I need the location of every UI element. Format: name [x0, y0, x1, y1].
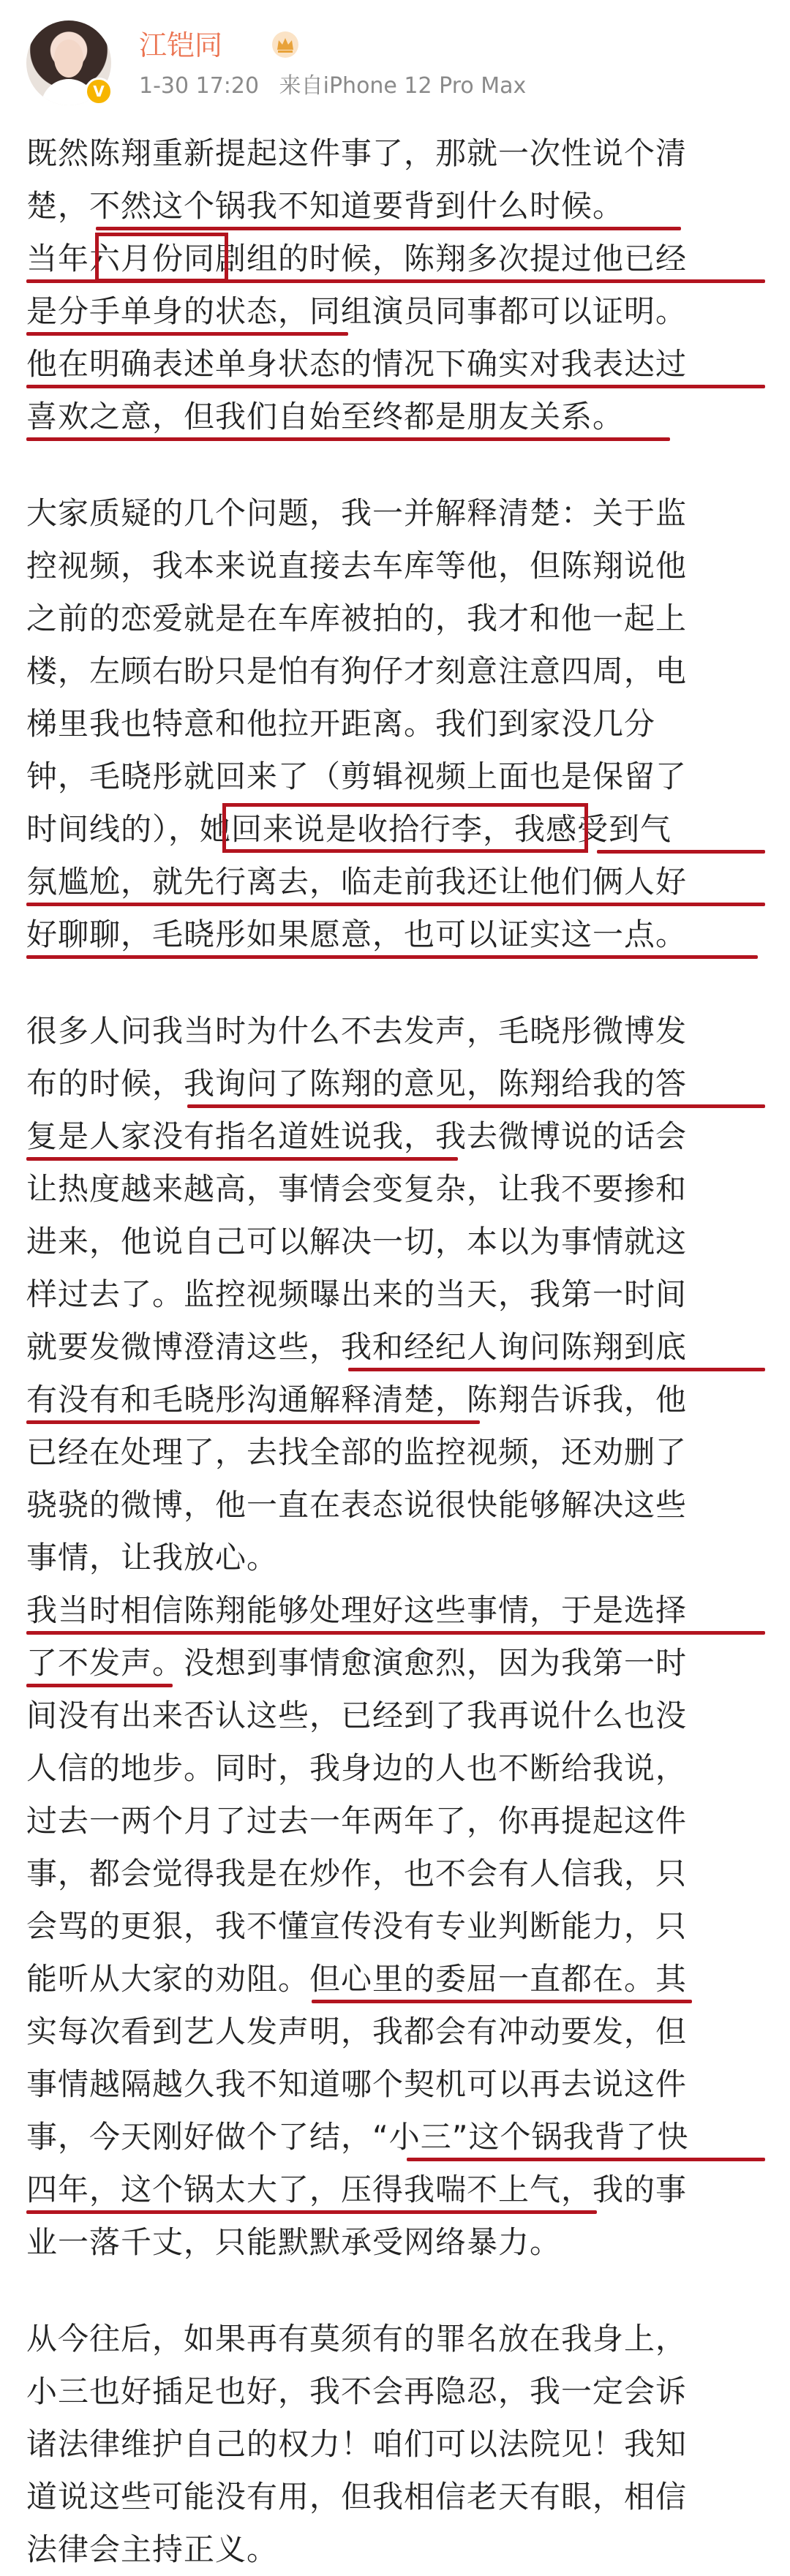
highlight-underline [26, 955, 758, 959]
highlight-underline [348, 1368, 765, 1371]
highlight-underline [26, 1157, 458, 1161]
text-line: 梯里我也特意和他拉开距离。我们到家没几分 [26, 706, 656, 742]
highlight-underline [26, 437, 670, 441]
text-line: 控视频，我本来说直接去车库等他，但陈翔说他 [26, 548, 688, 584]
text-line: 进来，他说自己可以解决一切，本以为事情就这 [26, 1224, 688, 1259]
text-line: 当年六月份同剧组的时候，陈翔多次提过他已经 [26, 241, 688, 276]
text-line: 大家质疑的几个问题，我一并解释清楚：关于监 [26, 495, 688, 531]
text-line: 之前的恋爱就是在车库被拍的，我才和他一起上 [26, 600, 688, 636]
text-line: 复是人家没有指名道姓说我，我去微博说的话会 [26, 1118, 688, 1154]
text-line: 已经在处理了，去找全部的监控视频，还劝删了 [26, 1434, 688, 1470]
highlight-underline [26, 1420, 480, 1424]
highlight-underline [312, 2000, 692, 2003]
text-line: 既然陈翔重新提起这件事了，那就一次性说个清 [26, 135, 688, 171]
text-line: 法律会主持正义。 [26, 2531, 279, 2567]
highlight-underline [26, 385, 765, 388]
text-line: 过去一两个月了过去一年两年了，你再提起这件 [26, 1803, 688, 1839]
paragraph [26, 487, 770, 961]
highlight-box [222, 803, 588, 853]
text-line: 就要发微博澄清这些，我和经纪人询问陈翔到底 [26, 1329, 688, 1365]
text-line: 事，今天刚好做个了结，“小三”这个锅我背了快 [26, 2119, 689, 2155]
text-line: 时间线的），她回来说是收拾行李，我感受到气 [26, 811, 672, 847]
highlight-underline [26, 332, 348, 336]
highlight-underline [26, 279, 765, 283]
paragraph [26, 1005, 770, 2269]
highlight-underline [407, 2158, 765, 2161]
text-line: 会骂的更狠，我不懂宣传没有专业判断能力，只 [26, 1908, 688, 1944]
highlight-box [95, 233, 228, 282]
text-line: 业一落千丈，只能默默承受网络暴力。 [26, 2224, 562, 2260]
text-line: 事情，让我放心。 [26, 1540, 279, 1575]
post-header [0, 0, 790, 117]
text-line: 人信的地步。同时，我身边的人也不断给我说， [26, 1750, 688, 1786]
post-source: 来自iPhone 12 Pro Max [279, 73, 527, 99]
text-line: 好聊聊，毛晓彤如果愿意，也可以证实这一点。 [26, 916, 688, 952]
text-line: 事，都会觉得我是在炒作，也不会有人信我，只 [26, 1856, 688, 1891]
text-line: 是分手单身的状态，同组演员同事都可以证明。 [26, 293, 688, 329]
author-name[interactable]: 江铠同 [139, 29, 223, 61]
text-line: 间没有出来否认这些，已经到了我再说什么也没 [26, 1698, 688, 1733]
text-line: 楚，不然这个锅我不知道要背到什么时候。 [26, 188, 625, 224]
text-line: 道说这些可能没有用，但我相信老天有眼，相信 [26, 2479, 688, 2515]
highlight-underline [597, 850, 765, 854]
text-line: 实每次看到艺人发声明，我都会有冲动要发，但 [26, 2014, 688, 2049]
text-line: 能听从大家的劝阻。但心里的委屈一直都在。其 [26, 1961, 688, 1997]
text-line: 有没有和毛晓彤沟通解释清楚，陈翔告诉我，他 [26, 1382, 688, 1417]
paragraph [26, 2313, 770, 2576]
text-line: 很多人问我当时为什么不去发声，毛晓彤微博发 [26, 1013, 688, 1049]
post-body [0, 127, 790, 2576]
text-line: 喜欢之意，但我们自始至终都是朋友关系。 [26, 399, 625, 434]
text-line: 四年，这个锅太大了，压得我喘不上气，我的事 [26, 2172, 688, 2207]
highlight-underline [26, 1631, 765, 1635]
text-line: 了不发声。没想到事情愈演愈烈，因为我第一时 [26, 1645, 688, 1681]
text-line: 钟，毛晓彤就回来了（剪辑视频上面也是保留了 [26, 758, 688, 794]
highlight-underline [26, 1684, 173, 1687]
text-line: 骁骁的微博，他一直在表态说很快能够解决这些 [26, 1487, 688, 1523]
text-line: 楼，左顾右盼只是怕有狗仔才刻意注意四周，电 [26, 653, 688, 689]
text-line: 事情越隔越久我不知道哪个契机可以再去说这件 [26, 2066, 688, 2102]
text-line: 布的时候，我询问了陈翔的意见，陈翔给我的答 [26, 1066, 688, 1101]
text-line: 我当时相信陈翔能够处理好这些事情，于是选择 [26, 1592, 688, 1628]
text-line: 样过去了。监控视频曝出来的当天，我第一时间 [26, 1276, 688, 1312]
crown-icon [271, 31, 300, 59]
verified-badge-icon: V [85, 78, 113, 105]
post-time: 1-30 17:20 [139, 73, 260, 99]
text-line: 他在明确表述单身状态的情况下确实对我表达过 [26, 346, 688, 382]
paragraph [26, 127, 770, 443]
highlight-underline [96, 227, 681, 230]
text-line: 氛尴尬，就先行离去，临走前我还让他们俩人好 [26, 864, 688, 900]
highlight-underline [187, 1104, 765, 1108]
text-line: 让热度越来越高，事情会变复杂，让我不要掺和 [26, 1171, 688, 1207]
highlight-underline [26, 903, 765, 906]
text-line: 小三也好插足也好，我不会再隐忍，我一定会诉 [26, 2373, 688, 2409]
text-line: 诸法律维护自己的权力！咱们可以法院见！我知 [26, 2426, 688, 2462]
highlight-underline [26, 2210, 597, 2214]
post-meta [139, 73, 526, 99]
text-line: 从今往后，如果再有莫须有的罪名放在我身上， [26, 2321, 688, 2357]
